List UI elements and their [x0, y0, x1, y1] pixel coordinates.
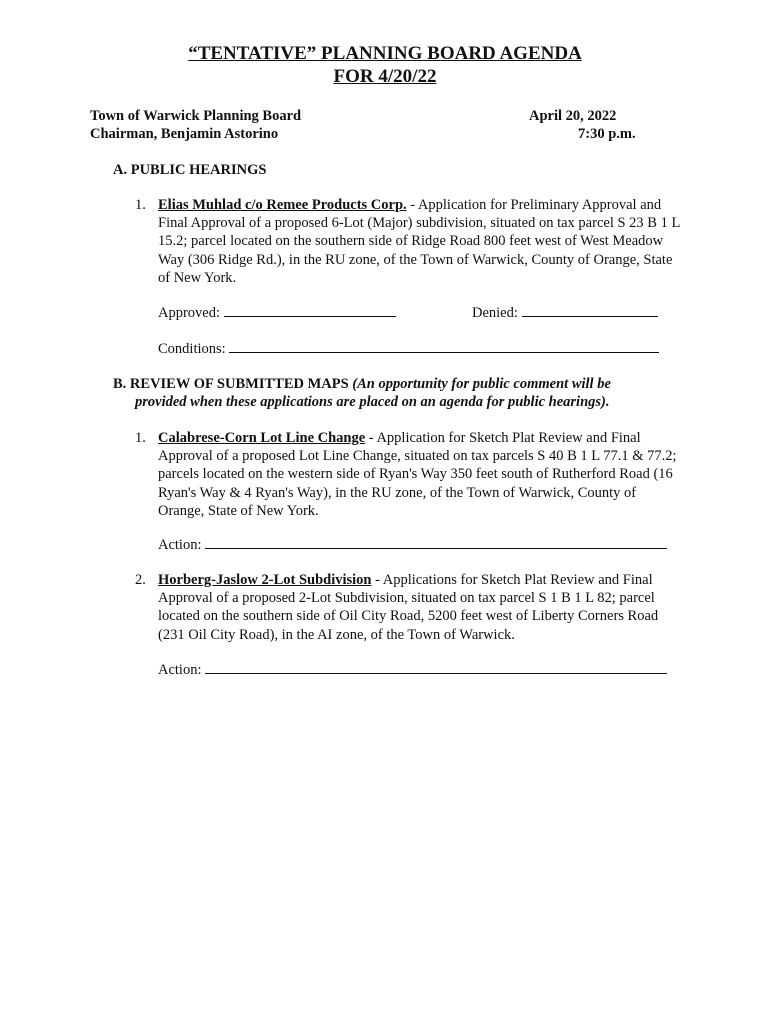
item-text — [158, 571, 688, 644]
section-b-label: B. REVIEW OF SUBMITTED MAPS — [113, 376, 349, 392]
item-text — [158, 196, 688, 287]
approved-field — [158, 304, 396, 322]
action-field — [158, 661, 667, 679]
section-b-note-continued: provided when these applications are placed on an agenda for public hearings). — [135, 394, 610, 410]
item-title: Elias Muhlad c/o Remee Products Corp. — [158, 197, 407, 213]
item-text — [158, 429, 680, 520]
section-b-heading — [113, 375, 611, 393]
approved-blank[interactable] — [224, 304, 396, 317]
conditions-blank[interactable] — [229, 340, 659, 353]
item-description: - Application for Preliminary Approval and Final Approval of a proposed 6-Lot (Major) subdivision, situated on tax parcel S 23 B 1 L 15.2; parcel located on the southern side of Ridge Road 800 feet west of West Meadow Way (306 Ridge Rd.), in the RU zone, of the Town of Warwick, County of Orange, State of New York. — [158, 197, 680, 286]
conditions-field — [158, 340, 659, 358]
submitted-map-item — [135, 571, 680, 644]
section-b-note: (An opportunity for public comment will be — [352, 376, 611, 392]
conditions-label: Conditions: — [158, 341, 226, 357]
agenda-title-line1: “TENTATIVE” PLANNING BOARD AGENDA — [188, 43, 582, 64]
action-blank[interactable] — [205, 661, 667, 674]
denied-label: Denied: — [472, 305, 518, 321]
public-hearing-item — [135, 196, 680, 287]
chairman-name: Chairman, Benjamin Astorino — [90, 126, 279, 142]
meeting-time: 7:30 p.m. — [578, 126, 636, 142]
agenda-title-line2: FOR 4/20/22 — [333, 66, 437, 87]
board-name: Town of Warwick Planning Board — [90, 108, 302, 124]
item-number: 1. — [135, 197, 146, 213]
item-description: - Application for Sketch Plat Review and Final Approval of a proposed Lot Line Change, situated on tax parcels S 40 B 1 L 77.1 & 77.2; parcels located on the western side of Ryan's Way 350 feet south of Rutherford Road (16 Ryan's Way & 4 Ryan's Way), in the RU zone, of the Town of Warwick, County of Orange, State of New York. — [158, 430, 677, 519]
item-description: - Applications for Sketch Plat Review and Final Approval of a proposed 2-Lot Subdivision, situated on tax parcel S 1 B 1 L 82; parcel located on the southern side of Oil City Road, 5200 feet west of Liberty Corners Road (231 Oil City Road), in the AI zone, of the Town of Warwick. — [158, 572, 659, 643]
approved-label: Approved: — [158, 305, 221, 321]
action-label: Action: — [158, 662, 202, 678]
item-title: Calabrese-Corn Lot Line Change — [158, 430, 366, 446]
denied-blank[interactable] — [522, 304, 658, 317]
action-blank[interactable] — [205, 536, 667, 549]
denied-field — [472, 304, 658, 322]
item-number: 1. — [135, 430, 146, 446]
action-field — [158, 536, 667, 554]
section-a-heading: A. PUBLIC HEARINGS — [113, 162, 267, 178]
item-title: Horberg-Jaslow 2-Lot Subdivision — [158, 572, 372, 588]
submitted-map-item — [135, 429, 680, 520]
action-label: Action: — [158, 537, 202, 553]
item-number: 2. — [135, 572, 146, 588]
meeting-date: April 20, 2022 — [529, 108, 617, 124]
